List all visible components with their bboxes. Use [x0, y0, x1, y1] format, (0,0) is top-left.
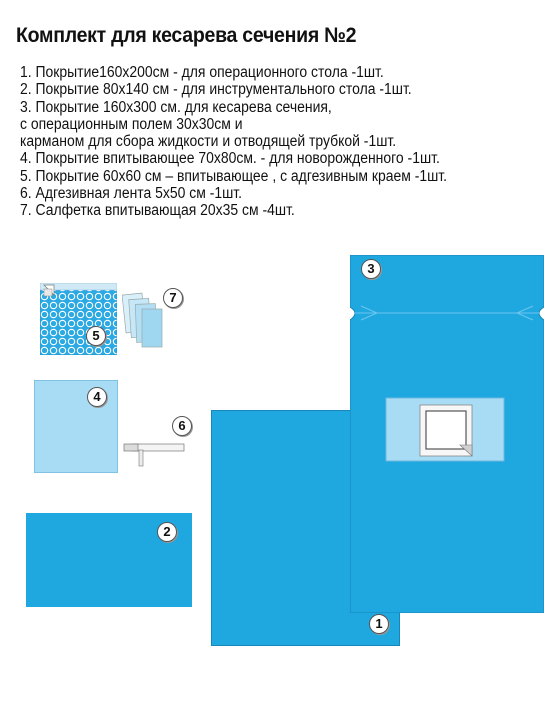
- item-7-napkins: [122, 292, 168, 350]
- list-item: 2. Покрытие 80х140 см - для инструментального стола -1шт.: [20, 81, 412, 99]
- item-5-illustration: [40, 283, 117, 355]
- item-7-illustration: [122, 292, 168, 350]
- item-5-absorbent-cover: [40, 283, 117, 355]
- item-5-number-badge: 5: [86, 326, 106, 346]
- item-4-number-badge: 4: [87, 387, 107, 407]
- item-6-number-badge: 6: [172, 416, 192, 436]
- list-item: 1. Покрытие160х200см - для операционного стола -1шт.: [20, 64, 384, 81]
- item-1-number-badge: 1: [369, 614, 389, 634]
- item-3-number-badge: 3: [361, 259, 381, 279]
- list-item: 5. Покрытие 60х60 см – впитывающее , с адгезивным краем -1шт.: [20, 167, 448, 185]
- list-item: 4. Покрытие впитывающее 70х80см. - для новорожденного -1шт.: [20, 150, 440, 168]
- list-item: 6. Адгезивная лента 5х50 см -1шт.: [20, 185, 243, 203]
- list-item: карманом для сбора жидкости и отводящей трубкой -1шт.: [20, 133, 397, 151]
- list-item: с операционным полем 30х30см и: [20, 115, 243, 133]
- item-3-caesarean-drape: [350, 255, 544, 613]
- item-6-adhesive-tape: [122, 438, 186, 468]
- contents-list: [20, 64, 447, 220]
- page-title: Комплект для кесарева сечения №2: [16, 24, 357, 47]
- list-item: 3. Покрытие 160х300 см. для кесарева сечения,: [20, 98, 332, 116]
- item-2-number-badge: 2: [157, 522, 177, 542]
- item-6-illustration: [122, 438, 186, 468]
- item-7-number-badge: 7: [163, 288, 183, 308]
- item-3-illustration: [350, 255, 544, 613]
- list-item: 7. Салфетка впитывающая 20х35 см -4шт.: [20, 202, 295, 220]
